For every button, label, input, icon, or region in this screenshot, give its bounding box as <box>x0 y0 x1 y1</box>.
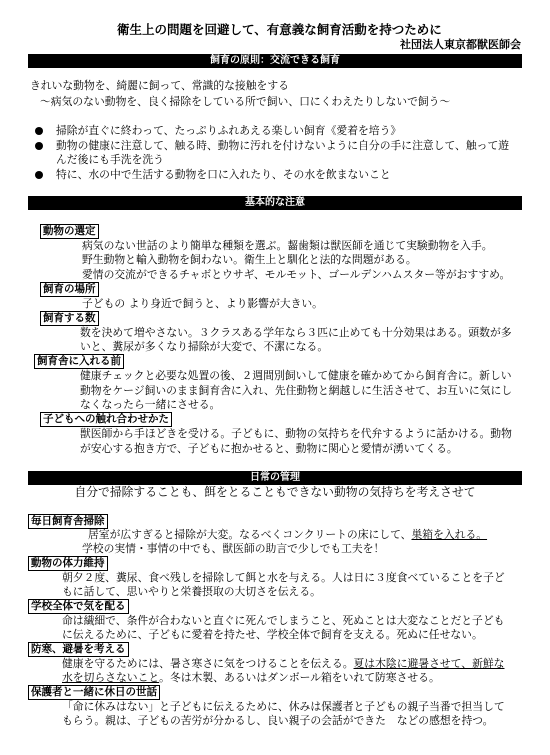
subheading-label: 防寒、避暑を考える <box>28 642 129 657</box>
item-text-line <box>88 528 487 542</box>
subheading-label: 動物の選定 <box>40 224 99 239</box>
item-text-line: もに話して、思いやりと栄養摂取の大切さを伝える。 <box>62 585 321 598</box>
item-text-line <box>62 657 504 671</box>
item-text-line: 数を決めて増やさない。３クラスある学年なら３匹に止めても十分効果はある。頭数が多 <box>80 325 512 339</box>
subheading-label: 飼育する数 <box>40 311 99 326</box>
subheading-label: 動物の体力維持 <box>28 556 108 571</box>
item-text-line <box>62 671 440 685</box>
principle-sublead: ～病気のない動物を、良く掃除をしている所で飼い、口にくわえたりしないで飼う～ <box>40 95 451 108</box>
item-text-line: 野生動物と輸入動物を飼わない。衛生上と馴化と法的な問題がある。 <box>82 253 417 266</box>
subheading-label: 飼育舎に入れる前 <box>34 354 124 369</box>
item-text-line: 命は繊細で、条件が合わないと直ぐに死んでしまうこと、死ぬことは大変なことだと子ども <box>62 613 505 627</box>
text-segment: 健康を守るためには、暑さ寒さに気をつけることを伝える。 <box>62 656 354 670</box>
document-title: 衛生上の問題を回避して、有意義な飼育活動を持つために <box>117 22 442 37</box>
subheading-label: 毎日飼育舎掃除 <box>28 514 108 529</box>
underlined-text-segment: 水を切らさないこと <box>62 671 160 684</box>
item-text-line: 子どもの より身近で飼うと、より影響が大きい。 <box>82 296 323 310</box>
bullet-dot-icon <box>35 171 43 179</box>
item-text-line: なくなったら一緒にさせる。 <box>80 398 221 411</box>
bullet-dot-icon <box>35 127 43 135</box>
item-text-line: 病気のない世話のより簡単な種類を選ぶ。齧歯類は獣医師を通じて実験動物を入手。 <box>82 238 493 252</box>
item-text-line: 朝夕２度、糞尿、食べ残しを掃除して餌と水を与える。人は日に３度食べていることを子ど <box>62 571 505 584</box>
organization-name: 社団法人東京都獣医師会 <box>400 38 521 51</box>
bullet-text: んだ後にも手洗を洗う <box>56 153 164 166</box>
section-heading-daily: 日常の管理 <box>28 471 522 485</box>
item-text-line: 健康チェックと必要な処置の後、２週間別飼いして健康を確かめてから飼育舎に。新しい <box>80 369 512 382</box>
text-segment: 居室が広すぎると掃除が大変。なるべくコンクリートの床にして、 <box>88 528 412 541</box>
item-text-line: 愛情の交流ができるチャボとウサギ、モルモット、ゴールデンハムスター等がおすすめ。 <box>82 267 511 281</box>
text-segment: 。冬は木製、あるいはダンボール箱をいれて防寒させる。 <box>159 671 440 684</box>
bullet-text: 特に、水の中で生活する動物を口に入れたり、その水を飲まないこと <box>56 168 391 181</box>
item-text-line: 「命に休みはない」と子どもに伝えるために、休みは保護者と子どもの親子当番で担当して <box>62 699 505 713</box>
item-text-line: いと、糞尿が多くなり掃除が大変で、不潔になる。 <box>80 340 329 353</box>
bullet-dot-icon <box>35 142 43 150</box>
subheading-label: 子どもへの触れ合わせかた <box>40 412 172 427</box>
principle-lead: きれいな動物を、綺麗に飼って、常識的な接触をする <box>30 79 289 92</box>
item-text-line: 動物をケージ飼いのまま飼育舎に入れ、先住動物と網越しに生活させて、お互いに気にし <box>80 383 513 397</box>
item-text-line: 学校の実情・事情の中でも、獣医師の助言で少しでも工夫を！ <box>82 542 385 555</box>
item-text-line: が安心する抱き方で、子どもに抱かせると、動物に関心と愛情が湧いてくる。 <box>80 441 458 455</box>
item-text-line: もらう。親は、子どもの苦労が分かるし、良い親子の会話ができた などの感想を持つ。 <box>62 714 494 727</box>
bullet-text: 掃除が直ぐに終わって、たっぷりふれあえる楽しい飼育《愛着を培う》 <box>56 124 402 137</box>
daily-lead: 自分で掃除することも、餌をとることもできない動物の気持ちを考えさせて <box>74 485 476 499</box>
item-text-line: に伝えるために、子どもに愛着を持たせ、学校全体で飼育を支える。死ぬに任せない。 <box>62 628 483 641</box>
item-text-line: 獣医師から手ほどきを受ける。子どもに、動物の気持ちを代弁するように話かける。動物 <box>80 427 512 440</box>
section-heading-basic: 基本的な注意 <box>28 196 522 210</box>
subheading-label: 保護者と一緒に休日の世話 <box>28 685 160 700</box>
underlined-text-segment: 巣箱を入れる。 <box>411 528 488 541</box>
subheading-label: 学校全体で気を配る <box>28 599 129 614</box>
section-heading-principle: 飼育の原則：交流できる飼育 <box>28 54 522 68</box>
bullet-text: 動物の健康に注意して、触る時、動物に汚れを付けないように自分の手に注意して、触って遊 <box>56 139 510 152</box>
subheading-label: 飼育の場所 <box>40 282 99 297</box>
underlined-text-segment: 夏は木陰に避暑させて、新鮮な <box>353 656 505 670</box>
